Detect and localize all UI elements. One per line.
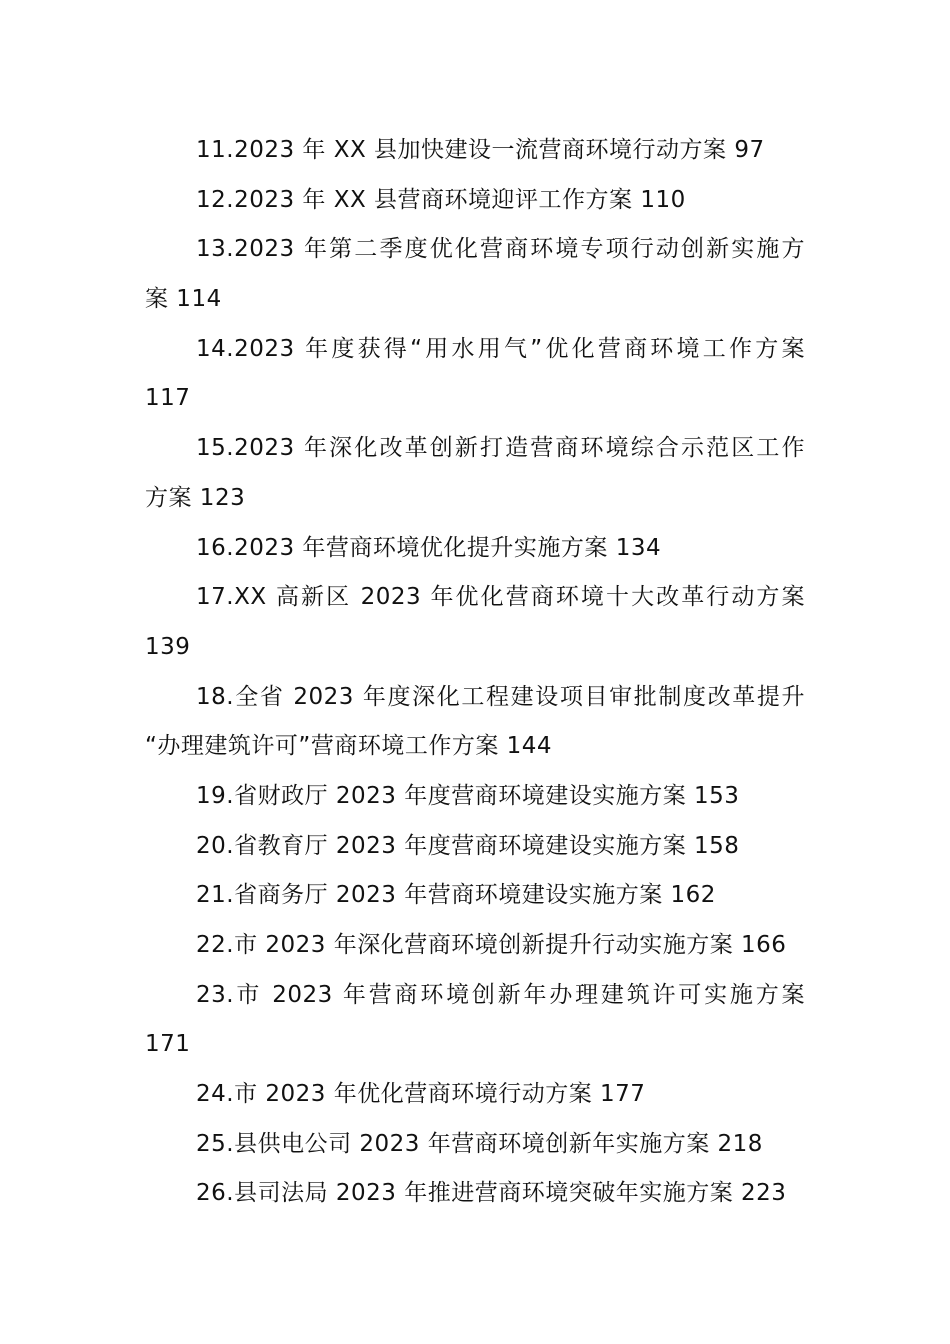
table-of-contents: [145, 126, 805, 1219]
toc-entry-19[interactable]: 19.省财政厅 2023 年度营商环境建设实施方案 153: [196, 782, 740, 809]
toc-entry-17-continuation[interactable]: 139: [145, 633, 191, 660]
toc-entry-16[interactable]: 16.2023 年营商环境优化提升实施方案 134: [196, 534, 662, 561]
toc-entry-15[interactable]: 15.2023 年深化改革创新打造营商环境综合示范区工作: [196, 435, 805, 462]
toc-entry-23[interactable]: 23.市 2023 年营商环境创新年办理建筑许可实施方案: [196, 981, 805, 1008]
toc-entry-25[interactable]: 25.县供电公司 2023 年营商环境创新年实施方案 218: [196, 1130, 763, 1157]
toc-entry-24[interactable]: 24.市 2023 年优化营商环境行动方案 177: [196, 1081, 646, 1108]
toc-entry-14[interactable]: 14.2023 年度获得“用水用气”优化营商环境工作方案: [196, 335, 805, 362]
toc-entry-22[interactable]: 22.市 2023 年深化营商环境创新提升行动实施方案 166: [196, 932, 787, 958]
toc-entry-17[interactable]: 17.XX 高新区 2023 年优化营商环境十大改革行动方案: [196, 584, 805, 611]
toc-entry-18[interactable]: 18.全省 2023 年度深化工程建设项目审批制度改革提升: [196, 683, 805, 710]
toc-entry-11[interactable]: 11.2023 年 XX 县加快建设一流营商环境行动方案 97: [196, 137, 765, 163]
toc-entry-13-continuation[interactable]: 案 114: [145, 286, 222, 313]
toc-entry-18-continuation[interactable]: “办理建筑许可”营商环境工作方案 144: [145, 733, 553, 760]
toc-entry-15-continuation[interactable]: 方案 123: [145, 484, 246, 511]
toc-entry-26[interactable]: 26.县司法局 2023 年推进营商环境突破年实施方案 223: [196, 1180, 787, 1207]
toc-entry-14-continuation[interactable]: 117: [145, 385, 191, 412]
toc-entry-21[interactable]: 21.省商务厅 2023 年营商环境建设实施方案 162: [196, 882, 716, 909]
toc-entry-20[interactable]: 20.省教育厅 2023 年度营商环境建设实施方案 158: [196, 832, 740, 859]
toc-entry-12[interactable]: 12.2023 年 XX 县营商环境迎评工作方案 110: [196, 186, 686, 213]
toc-entry-23-continuation[interactable]: 171: [145, 1031, 191, 1058]
toc-entry-13[interactable]: 13.2023 年第二季度优化营商环境专项行动创新实施方: [196, 236, 805, 263]
